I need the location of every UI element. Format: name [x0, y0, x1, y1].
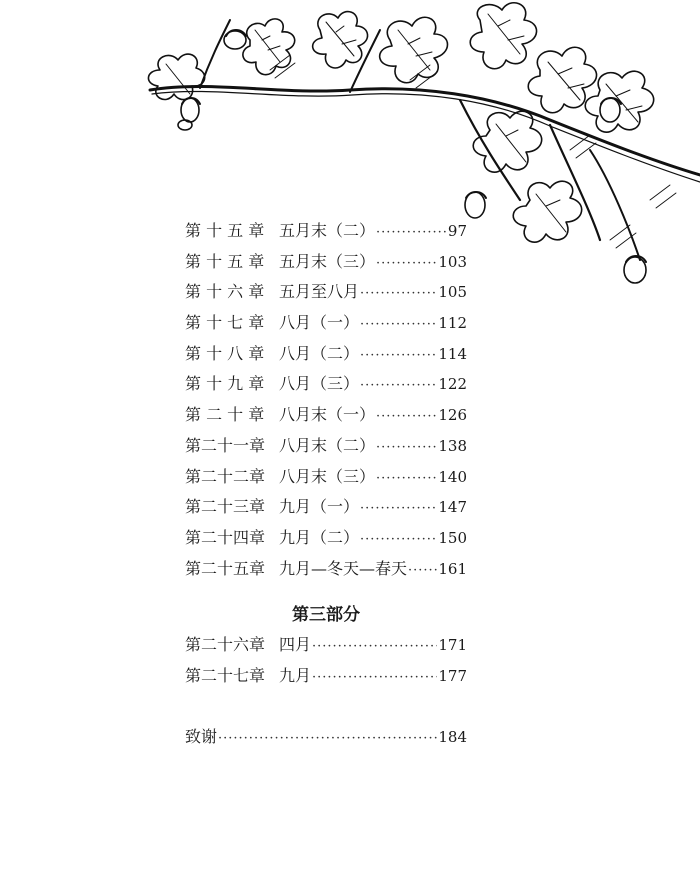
leader-dots: [376, 218, 447, 249]
toc-entry[interactable]: [185, 462, 467, 493]
chapter-title: 五月末（二）: [279, 221, 376, 240]
leader-dots: [218, 724, 437, 755]
leader-dots: [360, 279, 437, 310]
toc-entry[interactable]: [185, 369, 467, 400]
chapter-title: 八月（三）: [279, 374, 360, 394]
page-number: 138: [438, 436, 467, 455]
page-number: 112: [438, 314, 467, 333]
chapter-title: 九月: [279, 665, 312, 685]
leader-dots: [408, 556, 437, 587]
chapter-title: 八月（一）: [279, 313, 360, 333]
chapter-number: 第 十 五 章: [185, 251, 265, 271]
table-of-contents-part3: [185, 630, 467, 691]
chapter-number: 第 十 五 章: [185, 221, 265, 240]
chapter-number: 第二十六章: [185, 635, 266, 654]
chapter-number: 第二十七章: [185, 665, 266, 685]
leader-dots: [360, 371, 437, 402]
toc-entry[interactable]: [185, 308, 467, 339]
chapter-number: 第 二 十 章: [185, 405, 265, 425]
leader-dots: [376, 464, 437, 495]
chapter-number: 第二十一章: [185, 435, 266, 455]
toc-entry[interactable]: [185, 431, 467, 462]
chapter-number: 第二十三章: [185, 497, 266, 517]
table-of-contents: [185, 216, 467, 584]
page-number: 150: [438, 528, 467, 547]
leader-dots: [360, 341, 437, 372]
toc-entry[interactable]: [185, 277, 467, 308]
chapter-number: 第 十 七 章: [185, 313, 265, 333]
acknowledgement-title: 致谢: [185, 727, 218, 746]
toc-entry[interactable]: [185, 216, 467, 247]
chapter-title: 四月: [279, 635, 312, 654]
leader-dots: [360, 525, 437, 556]
page-number: 140: [438, 467, 467, 486]
page-number: 177: [438, 666, 467, 685]
leader-dots: [376, 249, 437, 280]
toc-entry[interactable]: [185, 661, 467, 692]
chapter-number: 第二十四章: [185, 527, 266, 547]
leader-dots: [376, 402, 437, 433]
chapter-title: 八月（二）: [279, 343, 360, 363]
chapter-number: 第二十五章: [185, 558, 266, 578]
page-number: 147: [438, 498, 467, 517]
leader-dots: [360, 494, 437, 525]
toc-entry[interactable]: [185, 339, 467, 370]
chapter-title: 八月末（一）: [279, 405, 376, 425]
acknowledgement-entry-wrap: [185, 722, 467, 753]
toc-entry[interactable]: [185, 554, 467, 585]
page-number: 171: [438, 636, 467, 654]
toc-entry[interactable]: [185, 630, 467, 661]
leader-dots: [312, 632, 437, 663]
toc-entry[interactable]: [185, 400, 467, 431]
toc-entry[interactable]: [185, 523, 467, 554]
part-heading: 第三部分: [292, 605, 360, 625]
page-number: 126: [438, 406, 467, 425]
chapter-number: 第 十 八 章: [185, 343, 265, 363]
chapter-title: 八月末（二）: [279, 435, 376, 455]
chapter-number: 第 十 九 章: [185, 374, 265, 394]
chapter-title: 九月—冬天—春天: [279, 558, 408, 578]
page-number: 161: [438, 559, 467, 578]
toc-entry[interactable]: [185, 492, 467, 523]
page-number: 122: [438, 375, 467, 394]
chapter-number: 第二十二章: [185, 466, 266, 486]
chapter-number: 第 十 六 章: [185, 282, 265, 302]
toc-entry-acknowledgement[interactable]: [185, 722, 467, 753]
leader-dots: [360, 310, 437, 341]
leader-dots: [312, 663, 437, 694]
chapter-title: 五月至八月: [279, 282, 360, 302]
chapter-title: 八月末（三）: [279, 466, 376, 486]
page-number: 114: [438, 344, 467, 363]
toc-entry[interactable]: [185, 247, 467, 278]
page-number: 97: [447, 222, 467, 240]
page-number: 103: [438, 252, 467, 271]
chapter-title: 九月（一）: [279, 497, 360, 517]
chapter-title: 五月末（三）: [279, 251, 376, 271]
chapter-title: 九月（二）: [279, 527, 360, 547]
leader-dots: [376, 433, 437, 464]
page-number: 184: [438, 728, 467, 746]
page-number: 105: [438, 283, 467, 302]
